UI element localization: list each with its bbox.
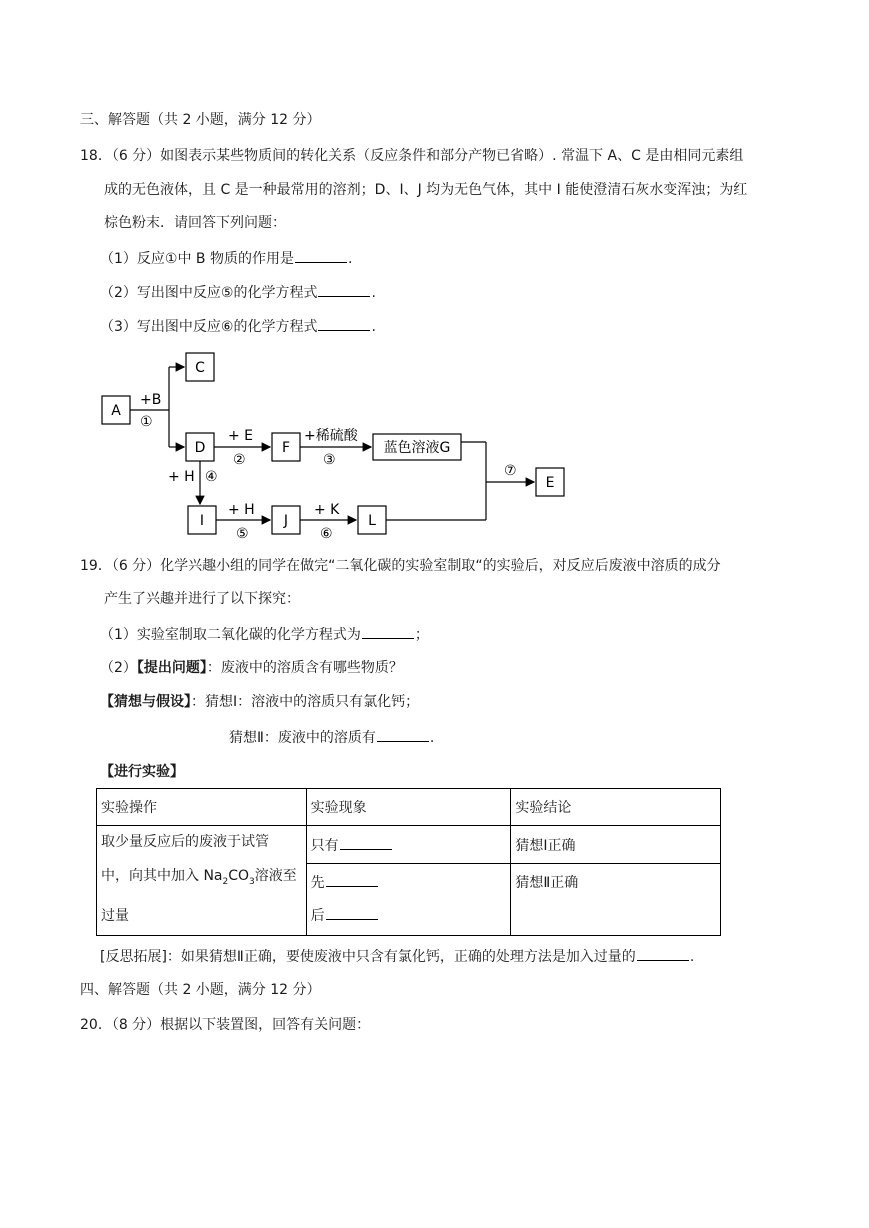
q18-sub1-text: （1）反应①中 B 物质的作用是 [100,251,294,267]
q19-reflection-text: [反思拓展]：如果猜想Ⅱ正确，要使废液中只含有氯化钙，正确的处理方法是加入过量的 [100,949,636,965]
label-plus-e: + E [228,428,254,444]
table-conclusion-1 [511,826,721,864]
operation-line1: 取少量反应后的废液于试管 [101,834,269,850]
operation-sub2: 2 [222,876,229,887]
phenomenon-first [311,872,507,893]
q19-experiment-heading [100,762,184,782]
operation-sub3: 3 [249,876,255,887]
header-conclusion-text: 实验结论 [515,800,572,816]
section-4-heading: 四、解答题（共 2 小题，满分 12 分） [80,982,321,998]
label-r5: ⑤ [236,526,249,540]
q19-sub2-bold: 【提出问题】 [136,660,207,676]
phenomenon-only-text: 只有 [310,837,339,854]
operation-line2-a: 中，向其中加入 Na [101,868,223,884]
label-r1: ① [140,414,153,430]
q19-sub1-text: （1）实验室制取二氧化碳的化学方程式为 [100,627,361,643]
phenomenon-after-blank [326,905,378,920]
table-phenomenon-sequence [306,864,511,936]
node-e-label: E [545,475,555,491]
q19-guess1 [100,692,419,712]
q19-reflection [100,946,694,967]
q18-sub3-blank [318,316,370,331]
q18-intro-line3: 棕色粉末．请回答下列问题： [104,215,286,231]
q19-guess1-text: ：猜想Ⅰ：溶液中的溶质只有氯化钙； [191,694,420,710]
q18-sub2-end: . [371,285,376,301]
node-d-label: D [194,440,206,456]
phenomenon-only-blank [340,835,392,850]
node-f-label: F [281,440,291,456]
reaction-diagram [0,340,869,540]
q19-intro-line1: 19．（6 分）化学兴趣小组的同学在做完“二氧化碳的实验室制取“的实验后，对反应后废液中溶质的成分 [80,558,721,574]
operation-mid: CO [228,868,250,884]
experiment-table [96,788,721,936]
label-r2: ② [233,452,246,468]
q18-sub3 [100,316,376,337]
node-i-label: I [199,513,205,529]
q18-intro-line2: 成的无色液体，且 C 是一种最常用的溶剂；D、I、J 均为无色气体，其中 I 能使澄清石灰水变浑浊；为红 [104,182,748,198]
label-plus-h-horizontal: + H [228,502,255,518]
label-r3: ③ [323,452,336,468]
q19-sub1 [100,624,429,645]
node-g-label: 蓝色溶液G [383,440,451,456]
q19-reflection-end: . [689,949,695,965]
phenomenon-first-blank [326,872,378,887]
table-header-operation [97,789,307,826]
q19-guess2-end: . [429,730,435,746]
q18-sub3-text: （3）写出图中反应⑥的化学方程式 [100,319,318,335]
node-c-label: C [195,360,205,376]
label-plus-h-vertical: + H [168,469,195,485]
q19-guess-bold: 【猜想与假设】 [100,694,191,710]
conclusion2-text: 猜想Ⅱ正确 [515,875,579,891]
label-plus-k: + K [314,502,340,518]
q19-sub1-blank [362,624,414,639]
header-phenomenon-text: 实验现象 [310,800,367,816]
phenomenon-first-text: 先 [310,875,325,891]
table-header-conclusion [511,789,721,826]
section-3-heading: 三、解答题（共 2 小题，满分 12 分） [80,112,321,128]
q19-sub2-prefix: （2） [100,660,137,676]
table-phenomenon-only [306,826,511,864]
q18-sub1-end: . [347,251,353,267]
conclusion1-text: 猜想Ⅰ正确 [515,837,576,854]
table-header-phenomenon [306,789,511,826]
phenomenon-after [311,905,507,926]
q20-intro: 20．（8 分）根据以下装置图，回答有关问题： [80,1017,371,1033]
q19-guess2-text: 猜想Ⅱ：废液中的溶质有 [229,730,376,746]
node-j-label: J [283,513,289,529]
q18-sub2-blank [318,282,370,297]
operation-line3: 过量 [101,907,129,924]
q18-sub1 [100,248,352,269]
table-operation-cell [97,826,307,936]
q18-sub2 [100,282,376,303]
node-l-label: L [368,513,376,529]
label-r7: ⑦ [504,463,517,479]
q18-sub1-blank [295,248,347,263]
operation-line2 [101,866,302,892]
label-plus-b: +B [140,392,162,408]
q19-intro-line2: 产生了兴趣并进行了以下探究： [104,591,300,607]
label-r4: ④ [205,469,218,485]
table-conclusion-2 [511,864,721,936]
q18-sub3-end: . [371,319,376,335]
experiment-heading-text: 【进行实验】 [100,764,184,780]
q19-sub1-end: ； [414,627,429,643]
label-acid: +稀硫酸 [304,428,358,444]
phenomenon-after-text: 后 [310,908,325,924]
q19-guess2 [229,727,434,748]
operation-line2-b: 溶液至 [254,868,297,884]
q19-sub2 [100,658,403,678]
label-r6: ⑥ [320,526,333,540]
header-operation-text: 实验操作 [101,800,157,816]
q18-sub2-text: （2）写出图中反应⑤的化学方程式 [100,285,318,301]
q19-guess2-blank [377,727,429,742]
q19-sub2-rest: ：废液中的溶质含有哪些物质？ [206,660,403,676]
q19-reflection-blank [637,946,689,961]
node-a-label: A [111,403,121,419]
q18-intro-line1: 18．（6 分）如图表示某些物质间的转化关系（反应条件和部分产物已省略）. 常温下 A、C 是由相同元素组 [80,148,744,164]
